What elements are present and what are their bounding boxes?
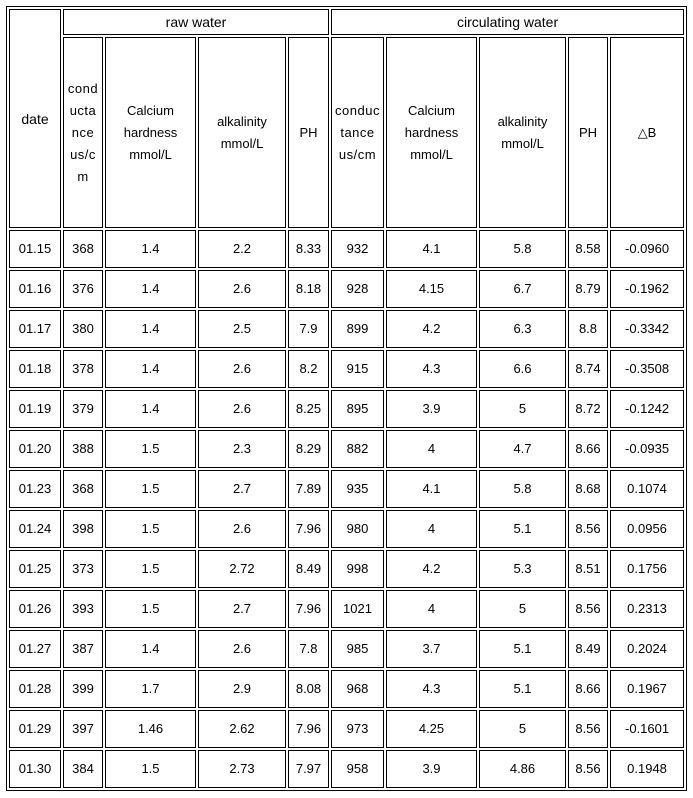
delta-b-cell: -0.1962 [610, 270, 684, 308]
raw-calcium-hardness-cell: 1.4 [105, 230, 196, 268]
raw-alkalinity-cell: 2.2 [198, 230, 286, 268]
row-date-cell: 01.19 [9, 390, 61, 428]
raw-conductance-cell: 393 [63, 590, 103, 628]
circ-conductance-cell: 985 [331, 630, 384, 668]
raw-ph-cell: 7.96 [288, 590, 329, 628]
table-row [9, 390, 684, 428]
circ-ph-cell: 8.74 [568, 350, 608, 388]
raw-conductance-cell: 397 [63, 710, 103, 748]
delta-b-cell: -0.1242 [610, 390, 684, 428]
circ-conductance-cell: 899 [331, 310, 384, 348]
circ-alkalinity-cell: 5 [479, 710, 566, 748]
raw-conductance-cell: 368 [63, 470, 103, 508]
raw-calcium-hardness-cell: 1.46 [105, 710, 196, 748]
raw-alkalinity-cell: 2.6 [198, 350, 286, 388]
circ-ph-cell: 8.72 [568, 390, 608, 428]
raw-alkalinity-cell: 2.5 [198, 310, 286, 348]
circ-conductance-cell: 932 [331, 230, 384, 268]
raw-conductance-header: conductance us/cm [63, 37, 103, 228]
row-date-cell: 01.16 [9, 270, 61, 308]
row-date-cell: 01.18 [9, 350, 61, 388]
circ-calcium-hardness-cell: 4.3 [386, 670, 477, 708]
raw-conductance-cell: 384 [63, 750, 103, 788]
circ-alkalinity-header: alkalinity mmol/L [479, 37, 566, 228]
raw-ph-cell: 8.2 [288, 350, 329, 388]
delta-b-cell: -0.3342 [610, 310, 684, 348]
circ-calcium-hardness-cell: 4 [386, 590, 477, 628]
raw-ph-cell: 7.96 [288, 710, 329, 748]
raw-alkalinity-cell: 2.7 [198, 470, 286, 508]
table-row [9, 310, 684, 348]
delta-b-cell: -0.1601 [610, 710, 684, 748]
raw-conductance-cell: 380 [63, 310, 103, 348]
row-date-cell: 01.30 [9, 750, 61, 788]
raw-conductance-cell: 376 [63, 270, 103, 308]
circ-calcium-hardness-cell: 4 [386, 430, 477, 468]
circ-alkalinity-cell: 4.7 [479, 430, 566, 468]
raw-ph-cell: 7.9 [288, 310, 329, 348]
circ-ph-cell: 8.66 [568, 670, 608, 708]
raw-conductance-cell: 387 [63, 630, 103, 668]
circ-conductance-cell: 915 [331, 350, 384, 388]
delta-b-cell: 0.0956 [610, 510, 684, 548]
circ-ph-cell: 8.68 [568, 470, 608, 508]
circ-conductance-cell: 968 [331, 670, 384, 708]
table-row [9, 630, 684, 668]
raw-calcium-hardness-cell: 1.5 [105, 590, 196, 628]
row-date-cell: 01.29 [9, 710, 61, 748]
raw-ph-cell: 8.49 [288, 550, 329, 588]
raw-conductance-cell: 378 [63, 350, 103, 388]
raw-calcium-hardness-cell: 1.5 [105, 550, 196, 588]
raw-calcium-hardness-cell: 1.4 [105, 310, 196, 348]
raw-calcium-hardness-cell: 1.4 [105, 270, 196, 308]
circ-ph-header: PH [568, 37, 608, 228]
group-header-row [9, 9, 684, 35]
raw-conductance-cell: 368 [63, 230, 103, 268]
raw-alkalinity-cell: 2.3 [198, 430, 286, 468]
circ-calcium-hardness-cell: 3.7 [386, 630, 477, 668]
circ-alkalinity-cell: 5 [479, 590, 566, 628]
raw-ph-cell: 8.29 [288, 430, 329, 468]
circ-calcium-hardness-cell: 3.9 [386, 750, 477, 788]
delta-b-cell: -0.3508 [610, 350, 684, 388]
raw-calcium-hardness-header: Calcium hardness mmol/L [105, 37, 196, 228]
circ-alkalinity-cell: 5.3 [479, 550, 566, 588]
table-row [9, 430, 684, 468]
raw-alkalinity-header: alkalinity mmol/L [198, 37, 286, 228]
circ-ph-cell: 8.66 [568, 430, 608, 468]
circ-conductance-cell: 882 [331, 430, 384, 468]
row-date-cell: 01.20 [9, 430, 61, 468]
raw-alkalinity-cell: 2.6 [198, 270, 286, 308]
circ-calcium-hardness-cell: 4.2 [386, 550, 477, 588]
circ-alkalinity-cell: 5 [479, 390, 566, 428]
circ-ph-cell: 8.8 [568, 310, 608, 348]
circ-conductance-cell: 980 [331, 510, 384, 548]
circ-calcium-hardness-cell: 4.1 [386, 470, 477, 508]
circ-ph-cell: 8.58 [568, 230, 608, 268]
table-row [9, 670, 684, 708]
circ-alkalinity-cell: 6.7 [479, 270, 566, 308]
circ-calcium-hardness-cell: 4.1 [386, 230, 477, 268]
raw-ph-header: PH [288, 37, 329, 228]
row-date-cell: 01.17 [9, 310, 61, 348]
raw-calcium-hardness-cell: 1.4 [105, 630, 196, 668]
circulating-water-group-header: circulating water [331, 9, 684, 35]
raw-ph-cell: 8.25 [288, 390, 329, 428]
raw-ph-cell: 8.08 [288, 670, 329, 708]
circ-alkalinity-cell: 5.1 [479, 510, 566, 548]
raw-conductance-cell: 379 [63, 390, 103, 428]
circ-alkalinity-cell: 6.6 [479, 350, 566, 388]
raw-alkalinity-cell: 2.62 [198, 710, 286, 748]
circ-calcium-hardness-cell: 4 [386, 510, 477, 548]
table-row [9, 350, 684, 388]
raw-calcium-hardness-cell: 1.5 [105, 470, 196, 508]
raw-ph-cell: 7.96 [288, 510, 329, 548]
raw-ph-cell: 7.8 [288, 630, 329, 668]
raw-alkalinity-cell: 2.6 [198, 630, 286, 668]
raw-calcium-hardness-cell: 1.7 [105, 670, 196, 708]
circ-conductance-cell: 958 [331, 750, 384, 788]
raw-conductance-cell: 398 [63, 510, 103, 548]
raw-alkalinity-cell: 2.6 [198, 390, 286, 428]
circ-ph-cell: 8.79 [568, 270, 608, 308]
row-date-cell: 01.28 [9, 670, 61, 708]
raw-conductance-cell: 373 [63, 550, 103, 588]
table-row [9, 590, 684, 628]
raw-calcium-hardness-cell: 1.4 [105, 350, 196, 388]
raw-calcium-hardness-cell: 1.4 [105, 390, 196, 428]
circ-ph-cell: 8.56 [568, 510, 608, 548]
row-date-cell: 01.15 [9, 230, 61, 268]
circ-ph-cell: 8.56 [568, 590, 608, 628]
row-date-cell: 01.27 [9, 630, 61, 668]
row-date-cell: 01.25 [9, 550, 61, 588]
raw-ph-cell: 7.97 [288, 750, 329, 788]
circ-conductance-cell: 973 [331, 710, 384, 748]
raw-conductance-cell: 388 [63, 430, 103, 468]
row-date-cell: 01.26 [9, 590, 61, 628]
raw-calcium-hardness-cell: 1.5 [105, 750, 196, 788]
raw-ph-cell: 7.89 [288, 470, 329, 508]
circ-calcium-hardness-cell: 4.3 [386, 350, 477, 388]
delta-b-cell: -0.0935 [610, 430, 684, 468]
delta-b-header: △B [610, 37, 684, 228]
circ-alkalinity-cell: 5.1 [479, 630, 566, 668]
delta-b-cell: 0.1756 [610, 550, 684, 588]
column-header-row [9, 37, 684, 228]
circ-calcium-hardness-cell: 4.2 [386, 310, 477, 348]
circ-conductance-header: conductance us/cm [331, 37, 384, 228]
table-row [9, 750, 684, 788]
circ-conductance-cell: 998 [331, 550, 384, 588]
circ-alkalinity-cell: 5.8 [479, 230, 566, 268]
table-row [9, 710, 684, 748]
circ-ph-cell: 8.51 [568, 550, 608, 588]
delta-b-cell: 0.1967 [610, 670, 684, 708]
circ-calcium-hardness-header: Calcium hardness mmol/L [386, 37, 477, 228]
raw-ph-cell: 8.33 [288, 230, 329, 268]
table-row [9, 230, 684, 268]
table-body [9, 230, 684, 788]
table-row [9, 550, 684, 588]
date-column-header: date [9, 9, 61, 228]
circ-alkalinity-cell: 5.8 [479, 470, 566, 508]
raw-conductance-cell: 399 [63, 670, 103, 708]
circ-alkalinity-cell: 5.1 [479, 670, 566, 708]
circ-conductance-cell: 935 [331, 470, 384, 508]
delta-b-cell: 0.1948 [610, 750, 684, 788]
raw-ph-cell: 8.18 [288, 270, 329, 308]
delta-b-cell: 0.2024 [610, 630, 684, 668]
circ-ph-cell: 8.56 [568, 710, 608, 748]
raw-alkalinity-cell: 2.7 [198, 590, 286, 628]
delta-b-cell: -0.0960 [610, 230, 684, 268]
raw-alkalinity-cell: 2.9 [198, 670, 286, 708]
circ-ph-cell: 8.56 [568, 750, 608, 788]
circ-calcium-hardness-cell: 4.25 [386, 710, 477, 748]
circ-calcium-hardness-cell: 4.15 [386, 270, 477, 308]
circ-conductance-cell: 928 [331, 270, 384, 308]
row-date-cell: 01.23 [9, 470, 61, 508]
circ-alkalinity-cell: 4.86 [479, 750, 566, 788]
raw-calcium-hardness-cell: 1.5 [105, 430, 196, 468]
delta-b-cell: 0.2313 [610, 590, 684, 628]
raw-water-group-header: raw water [63, 9, 329, 35]
delta-b-cell: 0.1074 [610, 470, 684, 508]
raw-alkalinity-cell: 2.73 [198, 750, 286, 788]
raw-calcium-hardness-cell: 1.5 [105, 510, 196, 548]
table-row [9, 270, 684, 308]
row-date-cell: 01.24 [9, 510, 61, 548]
circ-calcium-hardness-cell: 3.9 [386, 390, 477, 428]
raw-alkalinity-cell: 2.6 [198, 510, 286, 548]
circ-conductance-cell: 895 [331, 390, 384, 428]
water-quality-table [6, 6, 687, 791]
circ-alkalinity-cell: 6.3 [479, 310, 566, 348]
table-row [9, 510, 684, 548]
table-row [9, 470, 684, 508]
circ-conductance-cell: 1021 [331, 590, 384, 628]
raw-alkalinity-cell: 2.72 [198, 550, 286, 588]
circ-ph-cell: 8.49 [568, 630, 608, 668]
